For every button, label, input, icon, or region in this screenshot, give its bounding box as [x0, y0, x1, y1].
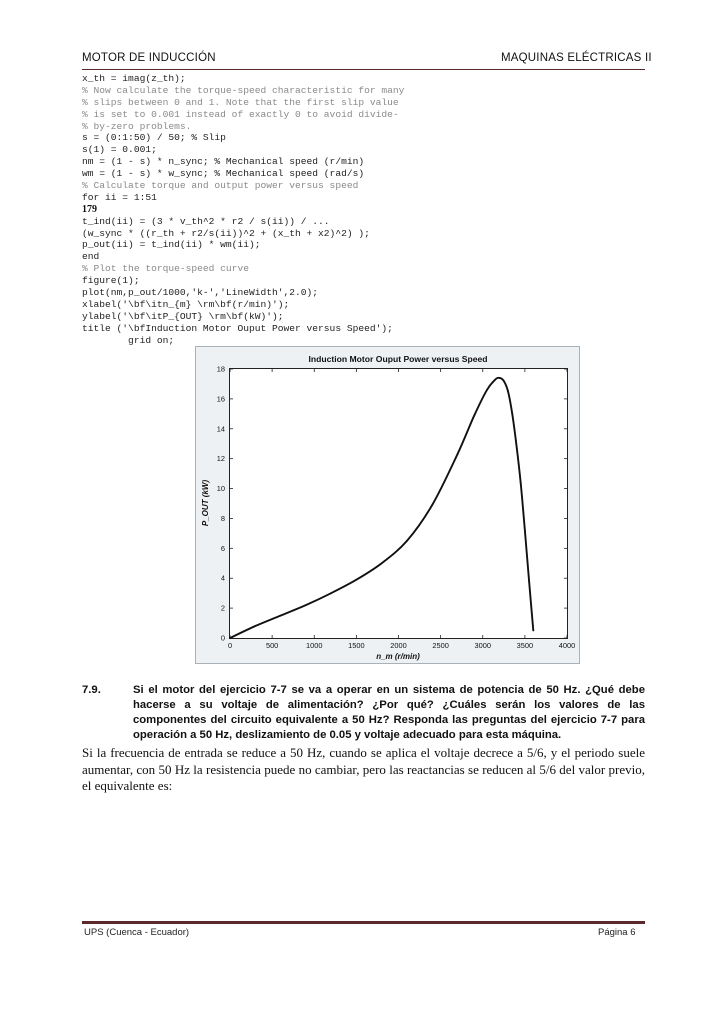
- chart-title: Induction Motor Ouput Power versus Speed: [308, 354, 488, 364]
- x-tick-label: 1500: [348, 641, 365, 650]
- header-left-title: MOTOR DE INDUCCIÓN: [82, 52, 216, 64]
- x-tick-label: 500: [265, 641, 279, 650]
- data-point: [457, 453, 459, 455]
- footer-institution: UPS (Cuenca - Ecuador): [84, 927, 190, 938]
- data-point: [524, 530, 526, 532]
- y-tick-label: 12: [216, 454, 225, 464]
- code-comment-line: % Now calculate the torque-speed characteristic for many: [82, 84, 405, 96]
- code-line: x_th = imag(z_th);: [82, 73, 186, 84]
- y-tick-label: 8: [220, 513, 225, 523]
- footer-page-number: Página 6: [598, 927, 636, 938]
- data-point: [473, 414, 475, 416]
- code-comment-line: % slips between 0 and 1. Note that the first slip value: [82, 96, 399, 108]
- data-point: [305, 604, 307, 606]
- exercise-number: 7.9.: [82, 684, 101, 696]
- code-comment-line: % by-zero problems.: [82, 120, 192, 132]
- code-line: grid on;: [82, 334, 175, 346]
- data-point: [503, 380, 505, 382]
- y-tick-label: 10: [216, 484, 225, 494]
- data-point: [381, 562, 383, 564]
- x-tick-label: 3500: [516, 641, 534, 650]
- data-point: [355, 579, 357, 581]
- power-speed-figure: [195, 346, 580, 664]
- data-point: [254, 625, 256, 627]
- data-point: [431, 504, 433, 506]
- data-point: [528, 580, 530, 582]
- code-comment-line: % Calculate torque and output power versus speed: [82, 180, 359, 192]
- y-tick-label: 6: [220, 543, 225, 553]
- header-right-title: MAQUINAS ELÉCTRICAS II: [501, 52, 652, 64]
- x-tick-label: 2000: [390, 641, 407, 650]
- code-line: nm = (1 - s) * n_sync; % Mechanical speed (r/min): [82, 156, 365, 168]
- data-point: [516, 444, 518, 446]
- code-comment-line: % Plot the torque-speed curve: [82, 263, 249, 275]
- code-line: wm = (1 - s) * w_sync; % Mechanical speed (rad/s): [82, 168, 365, 180]
- code-line: xlabel('\bf\itn_{m} \rm\bf(r/min)');: [82, 298, 290, 310]
- y-tick-label: 16: [216, 394, 225, 404]
- data-point: [511, 413, 513, 415]
- data-point: [330, 592, 332, 594]
- code-line: figure(1);: [82, 275, 140, 287]
- exercise-statement: Si el motor del ejercicio 7-7 se va a operar en un sistema de potencia de 50 Hz. ¿Qué debe hacerse a su voltaje de alimentación? ¿Por qué? ¿Cuáles serán los valores de las componentes del circuito equivalente a 50 Hz? Responda las preguntas del ejercicio 7-7 para operación a 50 Hz, deslizamiento de 0.05 y voltaje adecuado para esta máquina.: [133, 684, 645, 741]
- data-point: [520, 482, 522, 484]
- data-point: [532, 630, 534, 632]
- y-tick-label: 18: [216, 364, 225, 374]
- code-line: end: [82, 251, 100, 263]
- data-point: [507, 391, 509, 393]
- data-point: [486, 389, 488, 391]
- y-tick-label: 0: [220, 633, 225, 643]
- data-point: [229, 637, 231, 639]
- data-point: [280, 615, 282, 617]
- data-point: [499, 377, 501, 379]
- y-tick-label: 4: [220, 573, 225, 583]
- plot-area: [230, 369, 568, 639]
- code-comment-line: % is set to 0.001 instead of exactly 0 to avoid divide-: [82, 108, 399, 120]
- code-line: t_ind(ii) = (3 * v_th^2 * r2 / s(ii)) / ...: [82, 215, 330, 227]
- answer-paragraph: Si la frecuencia de entrada se reduce a 50 Hz, cuando se aplica el voltaje decrece a 5/6, y el periodo suele aumentar, con 50 Hz la resistencia puede no cambiar, pero las reactancias se reducen al 5/6 del valor previo, el equivalente es:: [82, 745, 645, 793]
- x-tick-label: 2500: [432, 641, 449, 650]
- code-page-number: 179: [82, 203, 97, 215]
- code-line: title ('\bfInduction Motor Ouput Power versus Speed');: [82, 322, 393, 334]
- code-line: for ii = 1:51: [82, 191, 157, 203]
- code-line: (w_sync * ((r_th + r2/s(ii))^2 + (x_th + x2)^2) );: [82, 227, 370, 239]
- code-line: s(1) = 0.001;: [82, 144, 157, 156]
- x-tick-label: 1000: [306, 641, 323, 650]
- data-point: [494, 379, 496, 381]
- data-point: [406, 540, 408, 542]
- footer-rule: [82, 921, 645, 924]
- x-axis-label: n_m (r/min): [376, 652, 420, 661]
- y-axis-label: P_OUT (kW): [201, 479, 210, 527]
- header-rule: [82, 69, 645, 70]
- matlab-code-block: [82, 73, 404, 346]
- x-tick-label: 4000: [558, 641, 576, 650]
- y-tick-label: 14: [216, 424, 225, 434]
- code-line: plot(nm,p_out/1000,'k-','LineWidth',2.0);: [82, 287, 319, 299]
- code-line: s = (0:1:50) / 50; % Slip: [82, 132, 226, 144]
- x-tick-label: 3000: [474, 641, 491, 650]
- code-line: ylabel('\bf\itP_{OUT} \rm\bf(kW)');: [82, 310, 284, 322]
- y-tick-label: 2: [220, 603, 225, 613]
- x-tick-label: 0: [227, 641, 233, 650]
- code-line: p_out(ii) = t_ind(ii) * wm(ii);: [82, 239, 261, 251]
